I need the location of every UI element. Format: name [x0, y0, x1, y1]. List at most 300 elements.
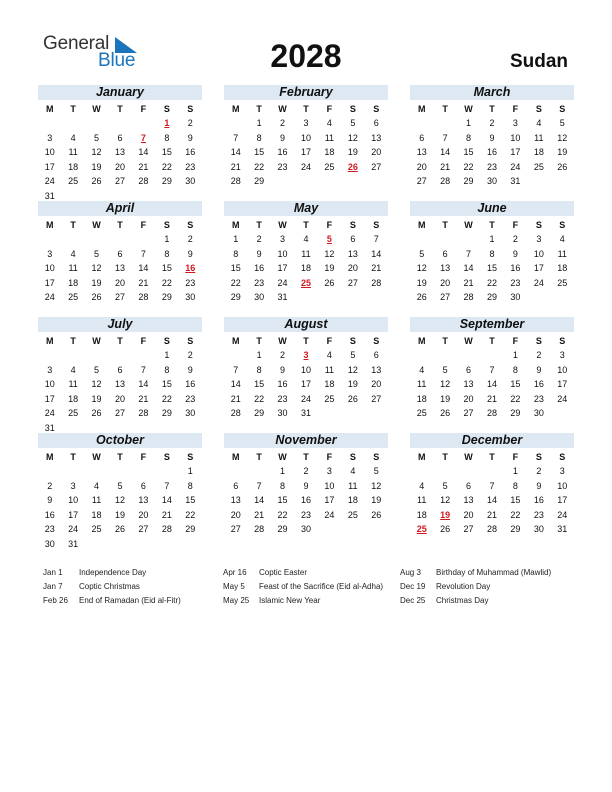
day-cell: 14	[230, 147, 241, 158]
day-cell: 18	[347, 495, 358, 506]
day-cell: 28	[138, 408, 149, 419]
weekday-label: S	[535, 336, 542, 346]
day-cell: 17	[277, 263, 288, 274]
logo-general-text: General	[43, 33, 110, 54]
weekday-label: M	[417, 336, 426, 346]
day-cell: 1	[256, 350, 262, 360]
day-cell: 9	[303, 480, 309, 491]
week-row	[224, 363, 388, 378]
empty-day-cell	[132, 537, 155, 552]
day-cell: 28	[138, 292, 149, 303]
day-cell: 27	[371, 161, 382, 172]
week-row	[410, 116, 574, 131]
day-cell: 1	[233, 234, 239, 244]
day-cell: 28	[230, 408, 241, 419]
day-cell: 18	[68, 277, 79, 288]
day-cell: 7	[164, 480, 170, 491]
day-cell: 24	[68, 524, 79, 535]
day-cell: 29	[510, 524, 521, 535]
day-cell: 15	[161, 379, 172, 390]
day-cell: 4	[536, 118, 542, 128]
day-cell: 24	[557, 393, 568, 404]
day-cell: 17	[300, 147, 311, 158]
empty-day-cell	[480, 348, 503, 363]
week-row	[224, 348, 388, 363]
week-row	[410, 348, 574, 363]
holiday-item	[43, 594, 181, 608]
weekday-label: W	[92, 104, 101, 114]
day-cell: 10	[68, 495, 79, 506]
day-cell: 19	[440, 393, 451, 404]
holiday-day: 7	[140, 132, 146, 143]
day-cell: 23	[510, 277, 521, 288]
weekday-label: T	[442, 452, 448, 462]
empty-day-cell	[341, 174, 364, 189]
day-cell: 2	[280, 118, 286, 128]
empty-day-cell	[318, 290, 341, 305]
day-cell: 22	[230, 277, 241, 288]
empty-day-cell	[155, 537, 178, 552]
day-cell: 7	[140, 248, 146, 259]
empty-day-cell	[294, 174, 317, 189]
weekday-label: T	[117, 220, 123, 230]
day-cell: 25	[533, 161, 544, 172]
empty-day-cell	[433, 464, 456, 479]
weekday-label: T	[70, 452, 76, 462]
year-title: 2028	[270, 38, 342, 74]
weekday-label: T	[70, 220, 76, 230]
weekday-header	[38, 102, 202, 116]
weekday-label: F	[140, 336, 147, 346]
day-cell: 11	[348, 480, 358, 491]
weekday-label: T	[489, 336, 495, 346]
day-cell: 10	[510, 132, 521, 143]
week-row	[224, 160, 388, 175]
day-cell: 5	[419, 248, 425, 259]
day-cell: 25	[68, 408, 79, 419]
day-cell: 24	[533, 277, 544, 288]
day-cell: 18	[91, 509, 102, 520]
day-cell: 27	[230, 524, 241, 535]
day-cell: 16	[254, 263, 265, 274]
day-cell: 6	[117, 364, 123, 375]
day-cell: 10	[300, 132, 311, 143]
week-row	[410, 276, 574, 291]
day-cell: 9	[187, 132, 193, 143]
day-cell: 30	[254, 292, 265, 303]
day-cell: 2	[187, 118, 193, 128]
weekday-label: T	[442, 220, 448, 230]
week-row	[224, 464, 388, 479]
weekday-label: S	[559, 452, 566, 462]
day-cell: 21	[230, 161, 241, 172]
weekday-label: T	[442, 336, 448, 346]
day-cell: 15	[161, 147, 172, 158]
week-row	[38, 377, 202, 392]
week-row	[410, 508, 574, 523]
day-cell: 6	[140, 480, 146, 491]
day-cell: 8	[512, 364, 518, 375]
empty-day-cell	[457, 464, 480, 479]
day-cell: 26	[557, 161, 568, 172]
weekday-label: F	[140, 452, 147, 462]
empty-day-cell	[410, 116, 433, 131]
week-row	[410, 232, 574, 247]
empty-day-cell	[318, 522, 341, 537]
day-cell: 6	[373, 118, 379, 128]
weekday-label: M	[45, 336, 54, 346]
week-row	[224, 131, 388, 146]
empty-day-cell	[294, 290, 317, 305]
day-cell: 1	[256, 118, 262, 128]
day-cell: 17	[44, 161, 55, 172]
day-cell: 11	[557, 248, 567, 259]
month-title: October	[38, 433, 202, 448]
day-cell: 2	[187, 234, 193, 244]
weekday-label: S	[163, 104, 170, 114]
day-cell: 18	[416, 393, 427, 404]
month-title: January	[38, 85, 202, 100]
day-cell: 12	[114, 495, 125, 506]
weekday-label: T	[117, 104, 123, 114]
day-cell: 20	[138, 509, 149, 520]
weekday-header	[224, 102, 388, 116]
week-row	[38, 537, 202, 552]
week-row	[224, 406, 388, 421]
holiday-date: Dec 25	[400, 596, 426, 605]
empty-day-cell	[38, 116, 61, 131]
weekday-label: T	[303, 336, 309, 346]
weekday-label: W	[278, 452, 287, 462]
day-cell: 21	[486, 509, 497, 520]
week-row	[224, 508, 388, 523]
week-row	[224, 145, 388, 160]
day-cell: 16	[44, 509, 55, 520]
empty-day-cell	[410, 348, 433, 363]
weekday-label: W	[464, 104, 473, 114]
day-cell: 24	[324, 509, 335, 520]
holiday-name: Independence Day	[79, 568, 147, 577]
country-name: Sudan	[509, 51, 568, 72]
week-row	[224, 290, 388, 305]
day-cell: 3	[280, 234, 286, 244]
day-cell: 12	[347, 364, 358, 375]
day-cell: 7	[489, 364, 495, 375]
day-cell: 9	[536, 364, 542, 375]
day-cell: 21	[230, 393, 241, 404]
holiday-item	[223, 566, 383, 580]
day-cell: 8	[280, 480, 286, 491]
day-cell: 14	[230, 379, 241, 390]
day-cell: 8	[489, 248, 495, 259]
day-cell: 14	[138, 263, 149, 274]
day-cell: 6	[419, 132, 425, 143]
day-cell: 28	[230, 176, 241, 187]
weekday-label: S	[349, 104, 356, 114]
day-cell: 26	[440, 524, 451, 535]
week-row	[410, 261, 574, 276]
month-september	[410, 317, 574, 432]
month-october	[38, 433, 202, 548]
day-cell: 22	[254, 393, 265, 404]
day-cell: 21	[440, 161, 451, 172]
day-cell: 26	[371, 509, 382, 520]
week-row	[38, 247, 202, 262]
weekday-label: M	[231, 452, 240, 462]
day-cell: 22	[161, 161, 172, 172]
day-cell: 8	[256, 364, 262, 375]
month-july	[38, 317, 202, 432]
weekday-label: S	[559, 336, 566, 346]
empty-day-cell	[365, 290, 388, 305]
holiday-name: Coptic Christmas	[79, 582, 140, 591]
day-cell: 18	[416, 509, 427, 520]
weekday-label: T	[489, 104, 495, 114]
empty-day-cell	[61, 464, 84, 479]
day-cell: 13	[230, 495, 241, 506]
empty-day-cell	[480, 464, 503, 479]
weekday-header	[224, 334, 388, 348]
holiday-name: Christmas Day	[436, 596, 489, 605]
day-cell: 15	[254, 379, 265, 390]
weekday-label: F	[512, 336, 519, 346]
month-november	[224, 433, 388, 548]
day-cell: 24	[277, 277, 288, 288]
holiday-column	[400, 566, 551, 608]
weekday-label: W	[278, 104, 287, 114]
day-cell: 19	[557, 147, 568, 158]
holiday-column	[223, 566, 383, 608]
week-row	[410, 406, 574, 421]
day-cell: 21	[486, 393, 497, 404]
day-cell: 6	[350, 234, 356, 244]
day-cell: 4	[70, 248, 76, 259]
week-row	[410, 493, 574, 508]
day-cell: 26	[114, 524, 125, 535]
day-cell: 20	[463, 393, 474, 404]
day-cell: 21	[371, 263, 382, 274]
holiday-day: 3	[303, 350, 309, 360]
day-cell: 13	[114, 379, 125, 390]
weekday-label: M	[417, 452, 426, 462]
day-cell: 15	[254, 147, 265, 158]
weekday-label: T	[303, 220, 309, 230]
day-cell: 15	[161, 263, 172, 274]
day-cell: 3	[47, 132, 53, 143]
day-cell: 23	[185, 161, 196, 172]
day-cell: 10	[44, 263, 55, 274]
day-cell: 11	[324, 132, 335, 143]
day-cell: 17	[44, 393, 55, 404]
weekday-header	[410, 218, 574, 232]
day-cell: 9	[536, 480, 542, 491]
weekday-label: W	[278, 220, 287, 230]
week-row	[224, 392, 388, 407]
weekday-label: T	[70, 104, 76, 114]
week-row	[38, 116, 202, 131]
month-december	[410, 433, 574, 548]
day-cell: 20	[114, 277, 125, 288]
day-cell: 5	[442, 480, 448, 491]
day-cell: 1	[512, 350, 518, 360]
day-cell: 7	[233, 132, 239, 143]
day-cell: 10	[44, 147, 55, 158]
day-cell: 9	[47, 495, 53, 506]
day-cell: 28	[486, 408, 497, 419]
week-row	[38, 464, 202, 479]
day-cell: 2	[187, 350, 193, 360]
weekday-label: T	[489, 452, 495, 462]
empty-day-cell	[108, 348, 131, 363]
day-cell: 14	[463, 263, 474, 274]
weekday-header	[38, 218, 202, 232]
week-row	[410, 392, 574, 407]
day-cell: 19	[324, 263, 335, 274]
day-cell: 23	[185, 393, 196, 404]
week-row	[38, 508, 202, 523]
day-cell: 9	[187, 364, 193, 375]
day-cell: 6	[117, 248, 123, 259]
day-cell: 27	[347, 277, 358, 288]
day-cell: 21	[254, 509, 265, 520]
day-cell: 5	[373, 466, 379, 476]
day-cell: 26	[91, 292, 102, 303]
week-row	[38, 493, 202, 508]
day-cell: 3	[303, 118, 309, 128]
day-cell: 17	[44, 277, 55, 288]
day-cell: 16	[300, 495, 311, 506]
weekday-label: S	[535, 220, 542, 230]
day-cell: 9	[187, 248, 193, 259]
weekday-label: S	[163, 220, 170, 230]
weekday-label: M	[417, 104, 426, 114]
empty-day-cell	[341, 406, 364, 421]
day-cell: 11	[68, 147, 78, 158]
day-cell: 11	[301, 248, 311, 259]
day-cell: 7	[373, 234, 379, 244]
logo-blue-text: Blue	[98, 50, 136, 71]
weekday-label: F	[326, 452, 333, 462]
week-row	[224, 377, 388, 392]
weekday-label: W	[464, 452, 473, 462]
day-cell: 11	[417, 379, 427, 390]
empty-day-cell	[224, 464, 247, 479]
week-row	[410, 290, 574, 305]
day-cell: 22	[161, 277, 172, 288]
day-cell: 14	[486, 495, 497, 506]
day-cell: 22	[254, 161, 265, 172]
day-cell: 2	[536, 466, 542, 476]
day-cell: 19	[416, 277, 427, 288]
day-cell: 23	[254, 277, 265, 288]
day-cell: 30	[533, 524, 544, 535]
day-cell: 5	[117, 480, 123, 491]
day-cell: 7	[140, 364, 146, 375]
day-cell: 20	[347, 263, 358, 274]
empty-day-cell	[365, 522, 388, 537]
day-cell: 11	[534, 132, 544, 143]
weekday-label: S	[187, 336, 194, 346]
holiday-name: Birthday of Muhammad (Mawlid)	[436, 568, 552, 577]
day-cell: 13	[138, 495, 149, 506]
week-row	[38, 479, 202, 494]
week-row	[410, 464, 574, 479]
weekday-label: S	[349, 220, 356, 230]
day-cell: 16	[533, 379, 544, 390]
day-cell: 11	[324, 364, 335, 375]
day-cell: 27	[114, 292, 125, 303]
weekday-label: W	[464, 336, 473, 346]
empty-day-cell	[224, 348, 247, 363]
week-row	[224, 247, 388, 262]
empty-day-cell	[457, 232, 480, 247]
header	[0, 0, 612, 82]
day-cell: 27	[440, 292, 451, 303]
day-cell: 31	[44, 190, 55, 201]
day-cell: 18	[557, 263, 568, 274]
day-cell: 4	[326, 350, 332, 360]
day-cell: 16	[185, 147, 196, 158]
empty-day-cell	[61, 232, 84, 247]
week-row	[38, 392, 202, 407]
weekday-label: F	[512, 220, 519, 230]
day-cell: 12	[324, 248, 335, 259]
weekday-label: M	[45, 220, 54, 230]
weekday-label: T	[117, 452, 123, 462]
day-cell: 13	[371, 364, 382, 375]
weekday-header	[224, 450, 388, 464]
day-cell: 10	[557, 364, 568, 375]
empty-day-cell	[132, 464, 155, 479]
day-cell: 13	[114, 263, 125, 274]
month-title: December	[410, 433, 574, 448]
day-cell: 10	[557, 480, 568, 491]
day-cell: 7	[466, 248, 472, 259]
day-cell: 4	[70, 364, 76, 375]
day-cell: 13	[463, 495, 474, 506]
empty-day-cell	[132, 116, 155, 131]
day-cell: 21	[138, 393, 149, 404]
weekday-label: S	[535, 104, 542, 114]
empty-day-cell	[61, 348, 84, 363]
day-cell: 19	[91, 161, 102, 172]
day-cell: 23	[185, 277, 196, 288]
day-cell: 30	[44, 538, 55, 549]
day-cell: 18	[533, 147, 544, 158]
day-cell: 4	[419, 480, 425, 491]
day-cell: 1	[280, 466, 286, 476]
weekday-label: M	[45, 452, 54, 462]
day-cell: 12	[440, 495, 451, 506]
weekday-label: S	[187, 452, 194, 462]
holiday-date: Apr 16	[223, 568, 247, 577]
day-cell: 28	[463, 292, 474, 303]
day-cell: 28	[161, 524, 172, 535]
weekday-label: F	[140, 220, 147, 230]
empty-day-cell	[132, 348, 155, 363]
week-row	[38, 290, 202, 305]
day-cell: 11	[417, 495, 427, 506]
week-row	[224, 232, 388, 247]
empty-day-cell	[155, 464, 178, 479]
day-cell: 16	[277, 147, 288, 158]
day-cell: 14	[138, 147, 149, 158]
day-cell: 28	[486, 524, 497, 535]
day-cell: 16	[510, 263, 521, 274]
week-row	[38, 232, 202, 247]
day-cell: 5	[94, 132, 100, 143]
day-cell: 10	[277, 248, 288, 259]
